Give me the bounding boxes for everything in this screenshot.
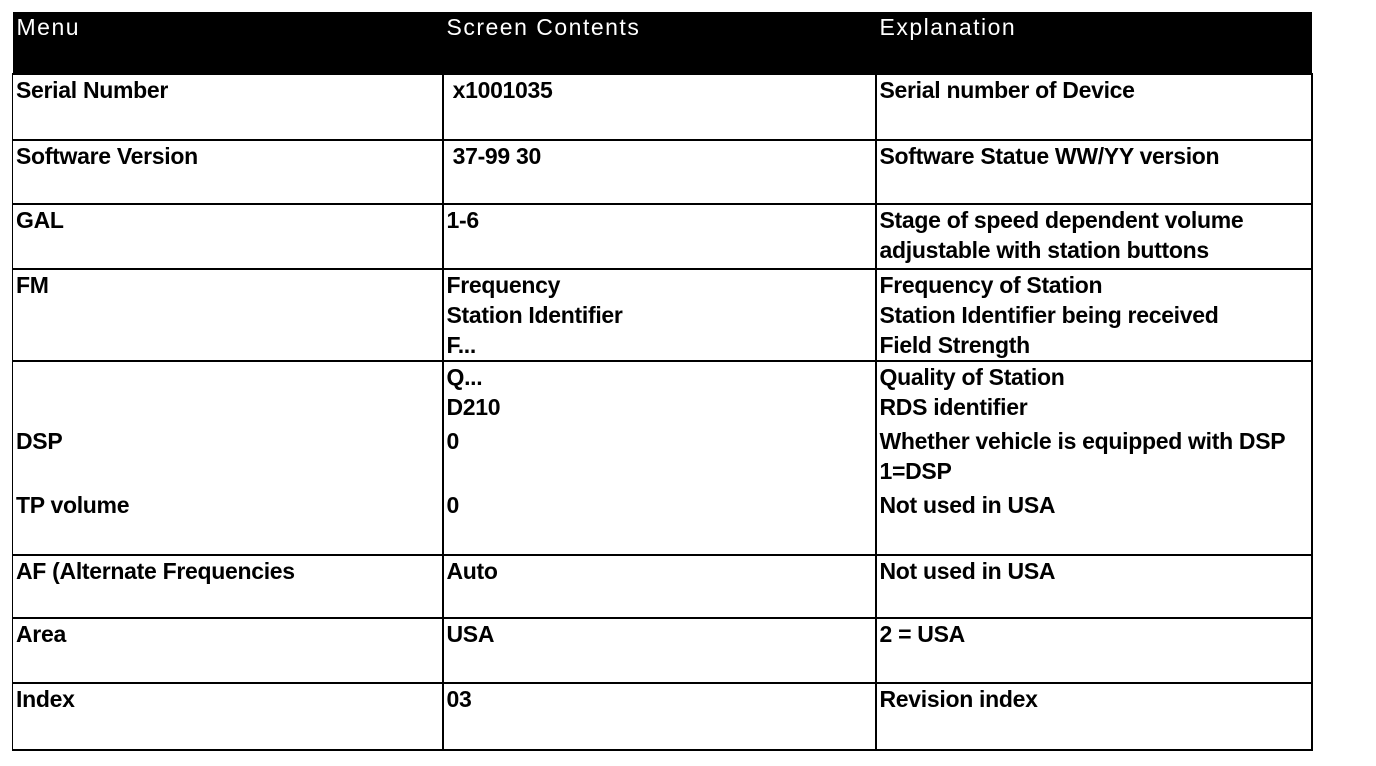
menu-label: Serial Number: [16, 77, 169, 103]
contents-value-dsp: 0: [446, 428, 459, 454]
explanation-line-dsp: 1=DSP: [879, 458, 952, 484]
contents-value: x1001035: [446, 77, 553, 103]
cell-menu: [13, 74, 443, 140]
radio-menu-table: [12, 12, 1313, 751]
menu-label-tp-volume: TP volume: [16, 492, 130, 518]
table-row-alternate-frequencies: [13, 555, 1312, 618]
cell-contents: [443, 361, 876, 555]
menu-label: FM: [16, 272, 49, 298]
explanation-text: 2 = USA: [879, 621, 965, 647]
contents-value: Auto: [446, 558, 498, 584]
menu-label-dsp: DSP: [16, 428, 63, 454]
menu-label: GAL: [16, 207, 64, 233]
cell-menu: [13, 361, 443, 555]
explanation-text: Serial number of Device: [879, 77, 1135, 103]
cell-menu: [13, 269, 443, 361]
cell-explanation: [876, 683, 1312, 750]
cell-contents: [443, 74, 876, 140]
contents-value: 37-99 30: [446, 143, 541, 169]
menu-label: Software Version: [16, 143, 198, 169]
explanation-text: Revision index: [879, 686, 1038, 712]
explanation-line: Stage of speed dependent volume: [879, 207, 1244, 233]
table-row-index: [13, 683, 1312, 750]
table-row-dsp-tp-group: [13, 361, 1312, 555]
contents-line: Frequency: [446, 272, 561, 298]
contents-line: Q...: [446, 364, 483, 390]
cell-menu: [13, 618, 443, 683]
table-row-fm: [13, 269, 1312, 361]
cell-contents: [443, 683, 876, 750]
cell-explanation: [876, 204, 1312, 269]
explanation-line-tp-volume: Not used in USA: [879, 492, 1056, 518]
cell-explanation: [876, 140, 1312, 204]
cell-contents: [443, 618, 876, 683]
explanation-line: Frequency of Station: [879, 272, 1103, 298]
contents-value: USA: [446, 621, 495, 647]
cell-contents: [443, 555, 876, 618]
contents-value-tp-volume: 0: [446, 492, 459, 518]
cell-contents: [443, 140, 876, 204]
cell-explanation: [876, 269, 1312, 361]
header-menu: Menu: [13, 12, 443, 74]
contents-line: Station Identifier: [446, 302, 623, 328]
explanation-text: Not used in USA: [879, 558, 1056, 584]
cell-menu: [13, 555, 443, 618]
cell-contents: [443, 269, 876, 361]
header-row: [13, 12, 1312, 74]
menu-label: Area: [16, 621, 66, 647]
explanation-line-dsp: Whether vehicle is equipped with DSP: [879, 428, 1286, 454]
explanation-line: adjustable with station buttons: [879, 237, 1209, 263]
table-row-serial-number: [13, 74, 1312, 140]
explanation-line: RDS identifier: [879, 394, 1028, 420]
contents-line: F...: [446, 332, 476, 358]
contents-value: 1-6: [446, 207, 479, 233]
cell-contents: [443, 204, 876, 269]
contents-line: D210: [446, 394, 501, 420]
menu-label: Index: [16, 686, 75, 712]
cell-explanation: [876, 74, 1312, 140]
cell-explanation: [876, 555, 1312, 618]
header-screen-contents: Screen Contents: [443, 12, 876, 74]
cell-explanation: [876, 361, 1312, 555]
table-row-gal: [13, 204, 1312, 269]
menu-label: AF (Alternate Frequencies: [16, 558, 295, 584]
explanation-line: Quality of Station: [879, 364, 1065, 390]
explanation-line: Field Strength: [879, 332, 1030, 358]
cell-menu: [13, 204, 443, 269]
cell-menu: [13, 683, 443, 750]
cell-menu: [13, 140, 443, 204]
cell-explanation: [876, 618, 1312, 683]
contents-value: 03: [446, 686, 472, 712]
table-row-software-version: [13, 140, 1312, 204]
header-explanation: Explanation: [876, 12, 1312, 74]
table-row-area: [13, 618, 1312, 683]
explanation-line: Station Identifier being received: [879, 302, 1219, 328]
explanation-text: Software Statue WW/YY version: [879, 143, 1220, 169]
